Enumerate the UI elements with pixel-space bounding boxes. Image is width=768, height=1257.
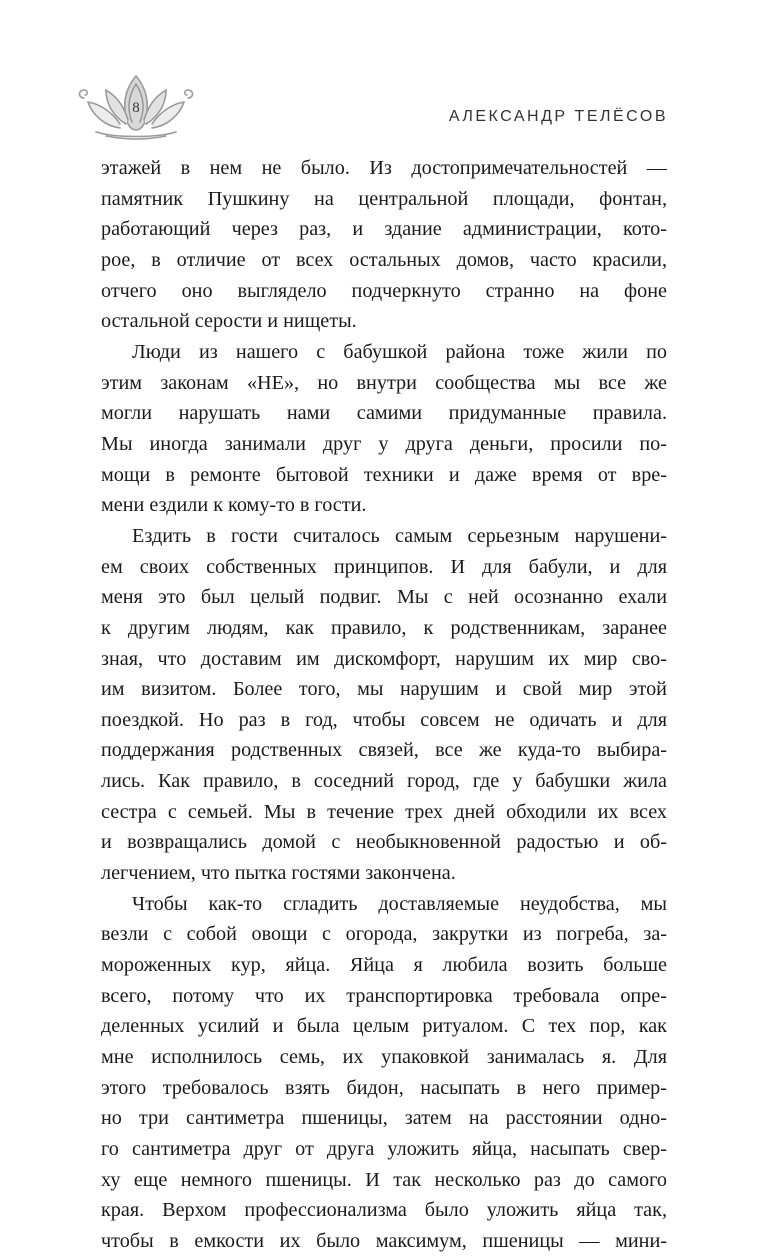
text-line: меня это был целый подвиг. Мы с ней осознанно ехали (101, 586, 667, 609)
paragraph (101, 889, 667, 1257)
text-line: зная, что доставим им дискомфорт, нарушим их мир сво- (101, 647, 667, 670)
text-line: Люди из нашего с бабушкой района тоже жили по (132, 340, 667, 363)
text-line: памятник Пушкину на центральной площади, фонтан, (101, 187, 667, 210)
page-header (0, 0, 768, 150)
paragraph (101, 521, 667, 889)
text-line: деленных усилий и была целым ритуалом. С тех пор, как (101, 1015, 667, 1038)
text-line: и возвращались домой с необыкновенной радостью и об- (101, 831, 667, 854)
page-number: 8 (132, 100, 140, 116)
text-line: легчением, что пытка гостями закончена. (101, 862, 456, 885)
text-line: им визитом. Более того, мы нарушим и свой мир этой (101, 678, 667, 701)
text-line: этажей в нем не было. Из достопримечательностей — (101, 157, 667, 179)
paragraph (101, 337, 667, 521)
text-line: мени ездили к кому-то в гости. (101, 494, 367, 517)
text-line: Чтобы как-то сгладить доставляемые неудобства, мы (132, 892, 667, 915)
text-line: остальной серости и нищеты. (101, 310, 357, 333)
text-line: мороженных кур, яйца. Яйца я любила возить больше (101, 954, 667, 977)
text-line: работающий через раз, и здание администрации, кото- (101, 218, 667, 241)
text-line: мощи в ремонте бытовой техники и даже время от вре- (101, 463, 667, 486)
text-line: этим законам «НЕ», но внутри сообщества мы все же (101, 371, 667, 394)
text-line: всего, потому что их транспортировка требовала опре- (101, 984, 667, 1007)
running-head-author: АЛЕКСАНДР ТЕЛЁСОВ (448, 108, 668, 125)
text-line: лись. Как правило, в соседний город, где у бабушки жила (101, 770, 667, 793)
text-line: отчего оно выглядело подчеркнуто странно на фоне (101, 279, 667, 302)
body-text (101, 153, 667, 1257)
paragraph (101, 153, 667, 337)
text-line: этого требовалось взять бидон, насыпать в него пример- (101, 1076, 667, 1099)
text-line: Ездить в гости считалось самым серьезным нарушени- (132, 524, 667, 547)
text-line: чтобы в емкости их было максимум, пшеницы — мини- (101, 1229, 667, 1252)
text-line: везли с собой овощи с огорода, закрутки из погреба, за- (101, 923, 667, 946)
text-line: ху еще немного пшеницы. И так несколько раз до самого (101, 1168, 667, 1191)
text-line: края. Верхом профессионализма было уложить яйца так, (101, 1199, 667, 1222)
text-line: мне исполнилось семь, их упаковкой занималась я. Для (101, 1046, 667, 1069)
text-line: поддержания родственных связей, все же куда-то выбира- (101, 739, 667, 762)
text-line: сестра с семьей. Мы в течение трех дней обходили их всех (101, 800, 667, 823)
text-line: к другим людям, как правило, к родственникам, заранее (101, 616, 667, 639)
text-line: ем своих собственных принципов. И для бабули, и для (101, 555, 667, 578)
text-line: но три сантиметра пшеницы, затем на расстоянии одно- (101, 1107, 667, 1130)
text-line: го сантиметра друг от друга уложить яйца, насыпать свер- (101, 1138, 667, 1160)
text-line: поездкой. Но раз в год, чтобы совсем не одичать и для (101, 708, 667, 731)
text-line: Мы иногда занимали друг у друга деньги, просили по- (101, 432, 667, 455)
text-line: рое, в отличие от всех остальных домов, часто красили, (101, 248, 667, 271)
text-line: могли нарушать нами самими придуманные правила. (101, 402, 667, 425)
